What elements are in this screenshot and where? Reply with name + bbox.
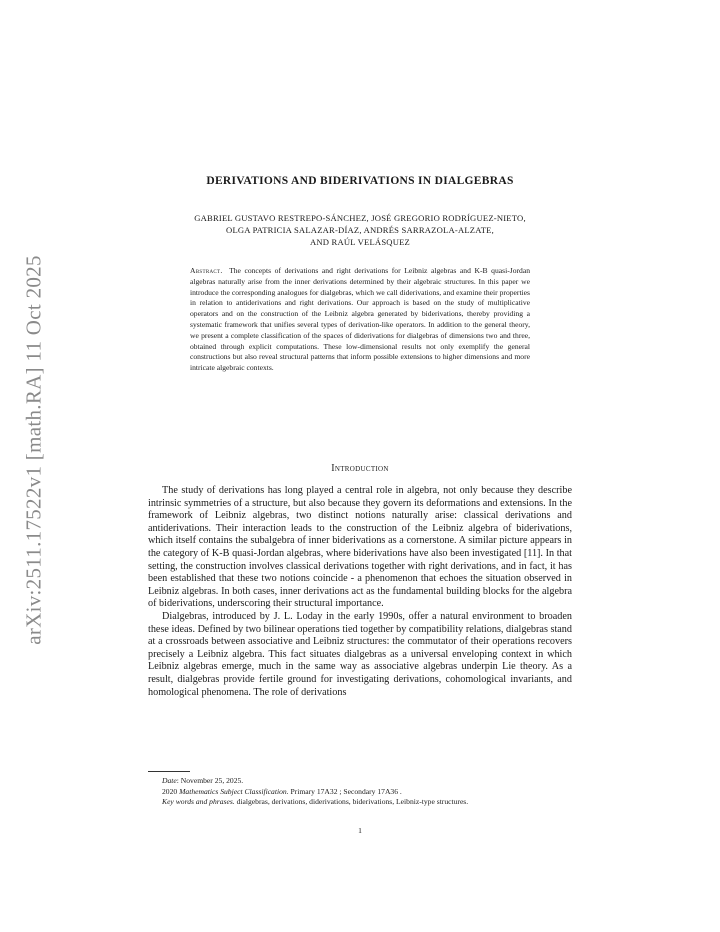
abstract-text: The concepts of derivations and right derivations for Leibniz algebras and K-B quasi-Jordan algebras naturally arise from the inner derivations determined by their algebraic structures. In this paper we introduce the corresponding analogues for dialgebras, which we call diderivations, and examine their properties in relation to antiderivations and right derivations. Our approach is based on the study of multiplicative operators and on the construction of the Leibniz algebra generated by biderivations, thereby providing a systematic framework that unifies several types of derivation-like operators. In addition to the general theory, we present a complete classification of the spaces of diderivations for dialgebras of dimensions two and three, obtained through explicit computations. These low-dimensional results not only exemplify the general constructions but also reveal structural patterns that inform possible extensions to higher dimensions and more intricate algebraic contexts.: [190, 266, 530, 373]
paper-title: DERIVATIONS AND BIDERIVATIONS IN DIALGEBRAS: [206, 175, 514, 187]
section-title-introduction: Introduction: [331, 463, 389, 474]
keywords-label: Key words and phrases.: [162, 797, 235, 807]
author-line-3: AND RAÚL VELÁSQUEZ: [309, 237, 411, 247]
footnote-keywords: [148, 797, 572, 808]
footnote-rule: [148, 771, 190, 772]
footnote-msc: [148, 787, 572, 798]
date-value: : November 25, 2025.: [176, 776, 244, 785]
footnote-date: [148, 776, 572, 787]
msc-prefix: 2020: [162, 786, 180, 796]
arxiv-identifier-stamp: arXiv:2511.17522v1 [math.RA] 11 Oct 2025: [21, 255, 46, 645]
author-line-2: OLGA PATRICIA SALAZAR-DÍAZ, ANDRÉS SARRAZOLA-ALZATE,: [226, 225, 494, 235]
introduction-body: [148, 485, 572, 699]
abstract: [190, 266, 530, 374]
page-number: 1: [358, 826, 362, 835]
author-list: [150, 212, 570, 248]
abstract-label: Abstract.: [190, 266, 223, 275]
date-label: Date: [162, 776, 177, 785]
body-paragraph-1: The study of derivations has long played a central role in algebra, not only because they describe intrinsic symmetries of a structure, but also because they govern its deformations and extensions. In the framework of Leibniz algebras, two distinct notions naturally arise: classical derivations and antiderivations. Their interaction leads to the construction of the Leibniz algebra of biderivations, which itself contains the subalgebra of inner biderivations as a cornerstone. A similar picture appears in the category of K-B quasi-Jordan algebras, where biderivations have also been investigated [11]. In that setting, the construction involves classical derivations together with right derivations, and in fact, it has been established that these two notions coincide - a phenomenon that echoes the situation observed in Leibniz algebras. In both cases, inner derivations act as the fundamental building blocks for the algebra of biderivations, underscoring their structural importance.: [148, 485, 572, 610]
body-paragraph-2: Dialgebras, introduced by J. L. Loday in the early 1990s, offer a natural environment to broaden these ideas. Defined by two bilinear operations tied together by compatibility relations, dialgebras stand at a crossroads between associative and Leibniz structures: the commutator of their operations recovers precisely a Leibniz algebra. This fact situates dialgebras as a universal enveloping context in which Leibniz algebras emerge, much in the same way as associative algebras underpin Lie theory. As a result, dialgebras provide fertile ground for investigating derivations, cohomological invariants, and homological phenomena. The role of derivations: [148, 610, 572, 698]
author-line-1: GABRIEL GUSTAVO RESTREPO-SÁNCHEZ, JOSÉ GREGORIO RODRÍGUEZ-NIETO,: [194, 213, 526, 223]
keywords-value: dialgebras, derivations, diderivations, biderivations, Leibniz-type structures.: [234, 797, 469, 807]
footnotes: [148, 776, 572, 808]
msc-value: Primary 17A32 ; Secondary 17A36 .: [288, 786, 402, 796]
msc-label: Mathematics Subject Classification.: [179, 786, 289, 796]
